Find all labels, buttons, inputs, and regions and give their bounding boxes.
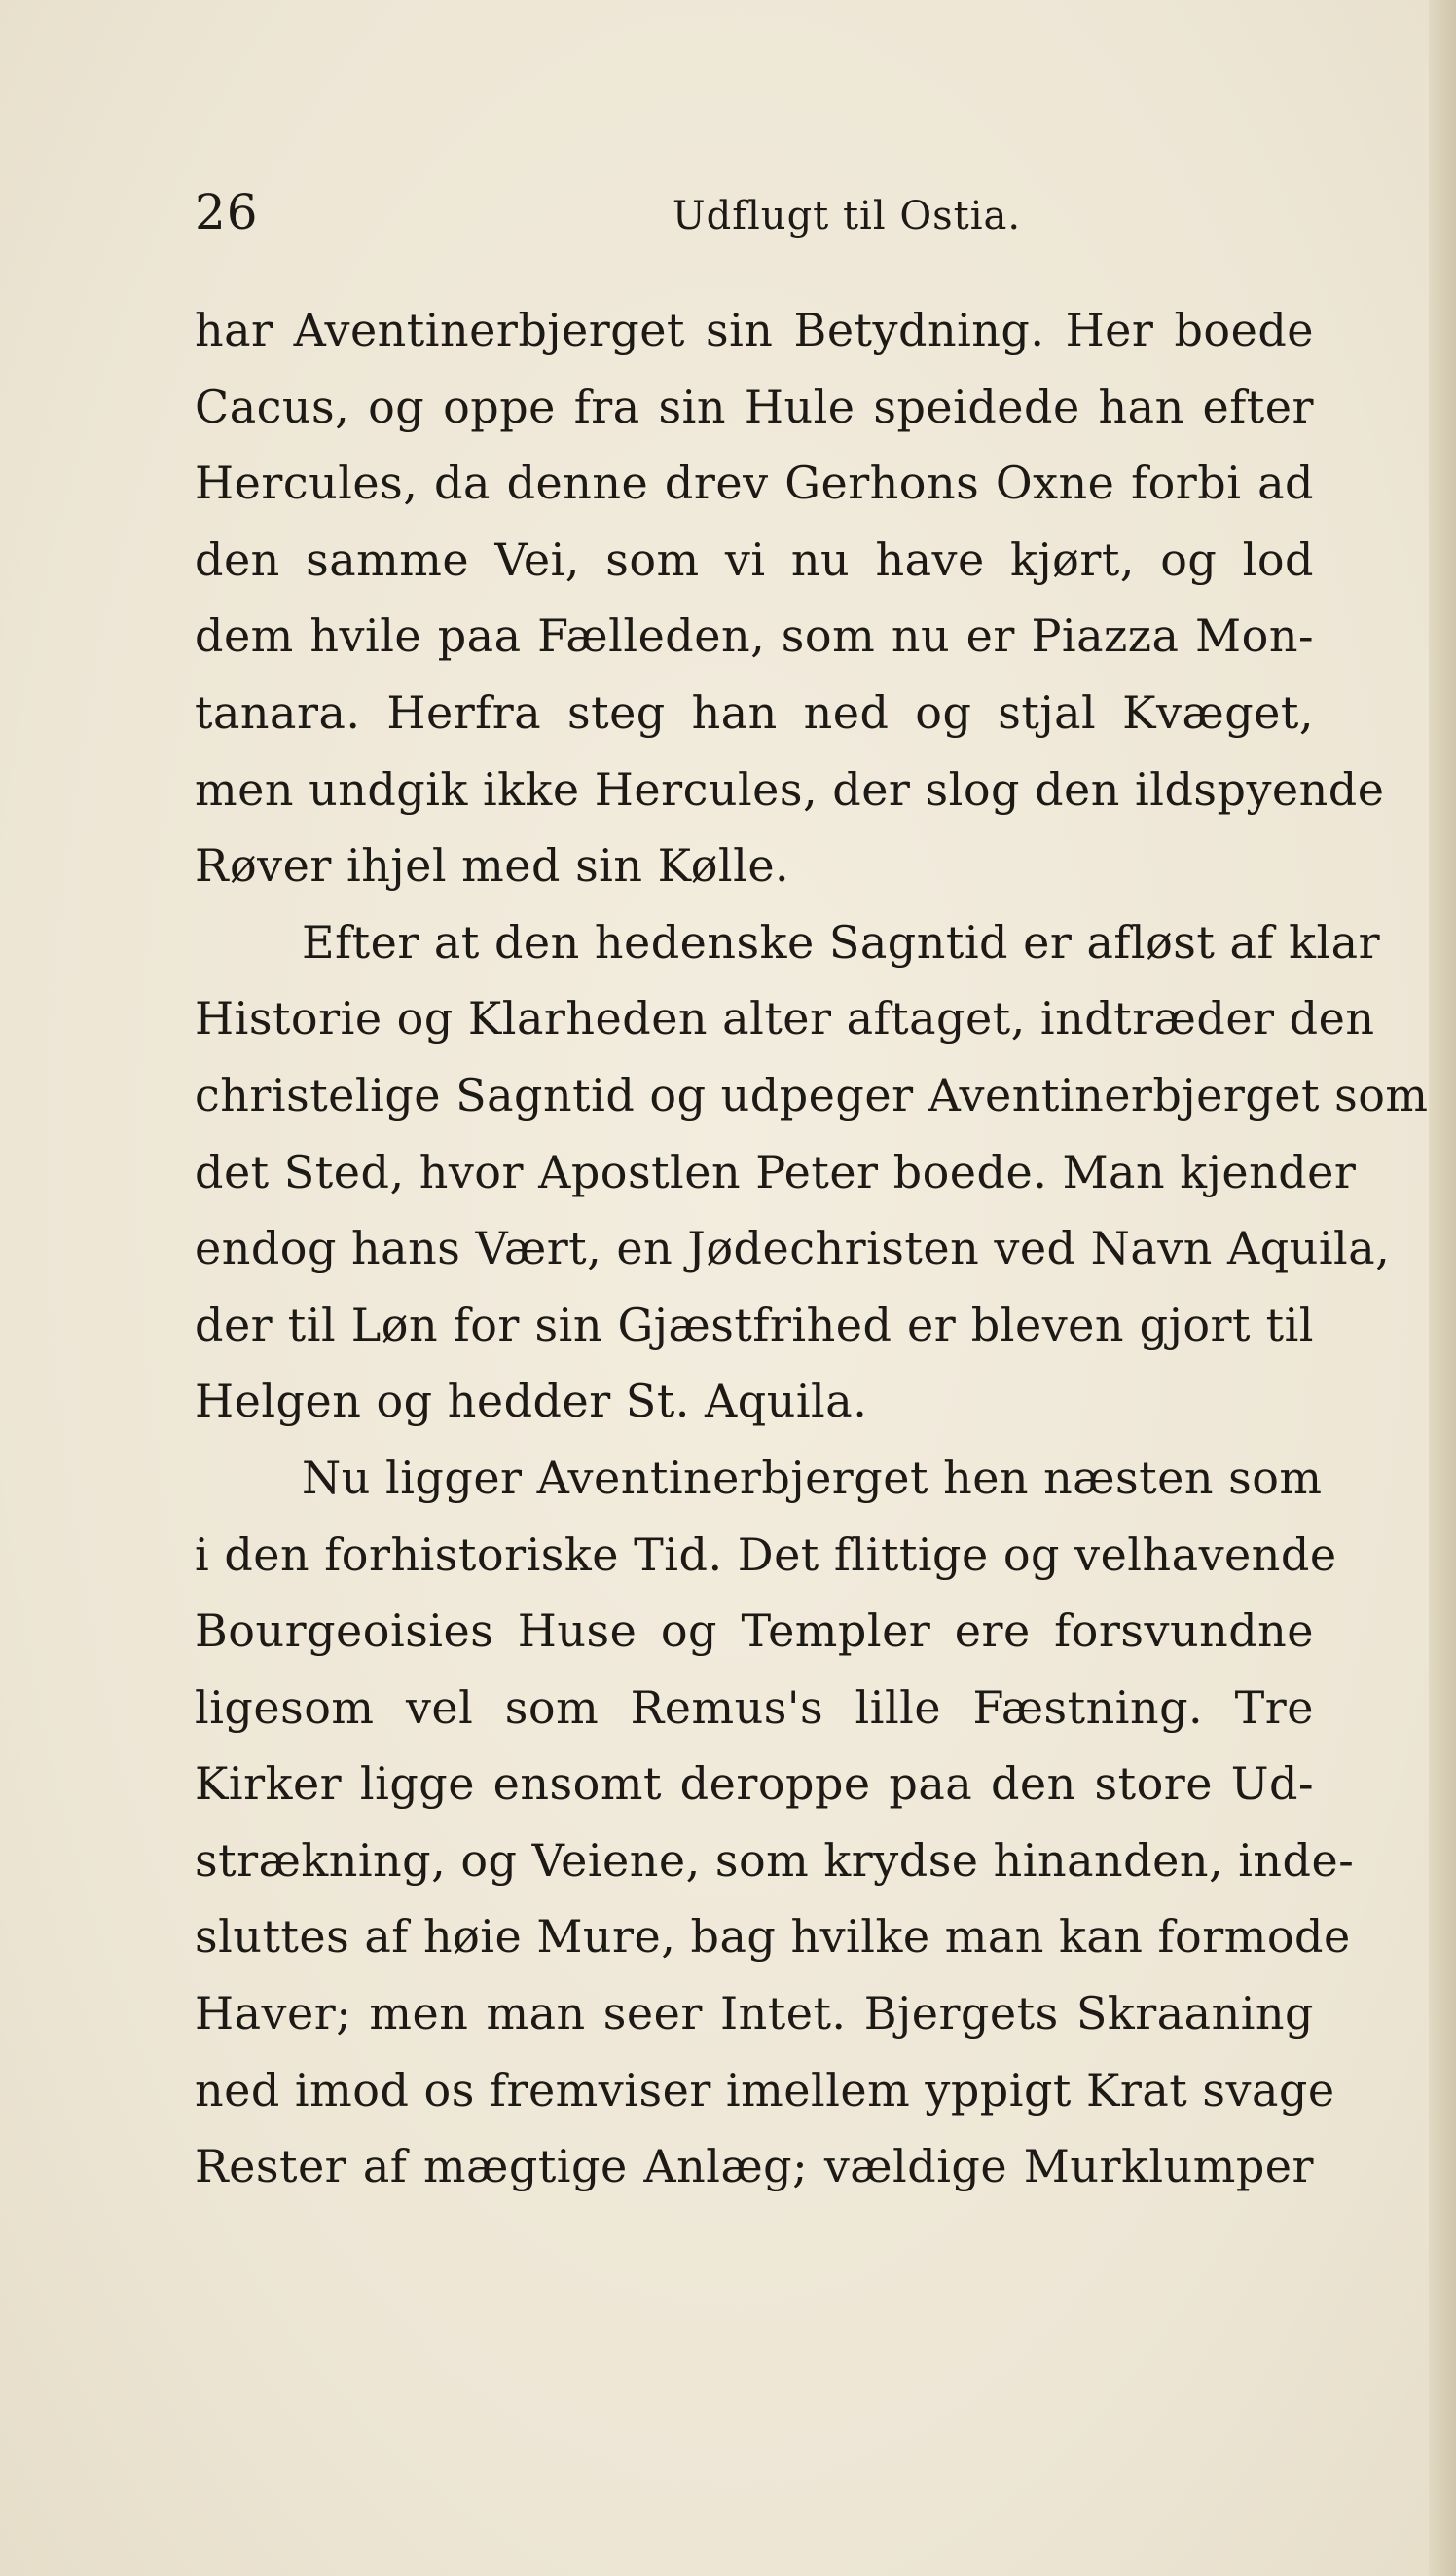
text-line: den samme Vei, som vi nu have kjørt, og lod (195, 533, 1314, 586)
text-line: Haver; men man seer Intet. Bjergets Skraaning (195, 1987, 1314, 2041)
text-line: ligesom vel som Remus's lille Fæstning. Tre (195, 1680, 1314, 1734)
text-line: strækning, og Veiene, som krydse hinanden, inde- (195, 1833, 1355, 1887)
text-line: der til Løn for sin Gjæstfrihed er bleven gjort til (195, 1298, 1314, 1351)
page-edge-shadow (1429, 0, 1456, 2576)
page-number: 26 (195, 184, 259, 240)
text-line: Nu ligger Aventinerbjerget hen næsten som (302, 1451, 1323, 1504)
text-line: har Aventinerbjerget sin Betydning. Her boede (195, 304, 1314, 356)
text-line: sluttes af høie Mure, bag hvilke man kan formode (195, 1910, 1351, 1964)
text-line: tanara. Herfra steg han ned og stjal Kvæget, (195, 685, 1314, 739)
text-line: Cacus, og oppe fra sin Hule speidede han efter (195, 380, 1314, 433)
page-header (195, 183, 1314, 251)
text-line: christelige Sagntid og udpeger Aventinerbjerget som (195, 1068, 1429, 1122)
text-line: Hercules, da denne drev Gerhons Oxne forbi ad (195, 457, 1314, 510)
text-line: ned imod os fremviser imellem yppigt Krat svage (195, 2063, 1335, 2116)
text-line: endog hans Vært, en Jødechristen ved Navn Aquila, (195, 1222, 1391, 1275)
text-line: Rester af mægtige Anlæg; vældige Murklumper (195, 2140, 1314, 2193)
text-line: Bourgeoisies Huse og Templer ere forsvundne (195, 1604, 1314, 1658)
text-line: Kirker ligge ensomt deroppe paa den store Ud- (195, 1757, 1314, 1811)
body-text (195, 292, 1429, 2205)
text-line: Historie og Klarheden alter aftaget, indtræder den (195, 992, 1375, 1046)
text-line: men undgik ikke Hercules, der slog den ildspyende (195, 762, 1385, 816)
text-line: Efter at den hedenske Sagntid er afløst af klar (302, 915, 1381, 969)
text-line: i den forhistoriske Tid. Det flittige og velhavende (195, 1527, 1337, 1581)
text-line: Røver ihjel med sin Kølle. (195, 839, 790, 893)
running-title: Udflugt til Ostia. (672, 194, 1022, 239)
text-line: Helgen og hedder St. Aquila. (195, 1375, 868, 1428)
text-line: dem hvile paa Fælleden, som nu er Piazza Mon- (195, 609, 1314, 663)
text-line: det Sted, hvor Apostlen Peter boede. Man kjender (195, 1145, 1357, 1198)
